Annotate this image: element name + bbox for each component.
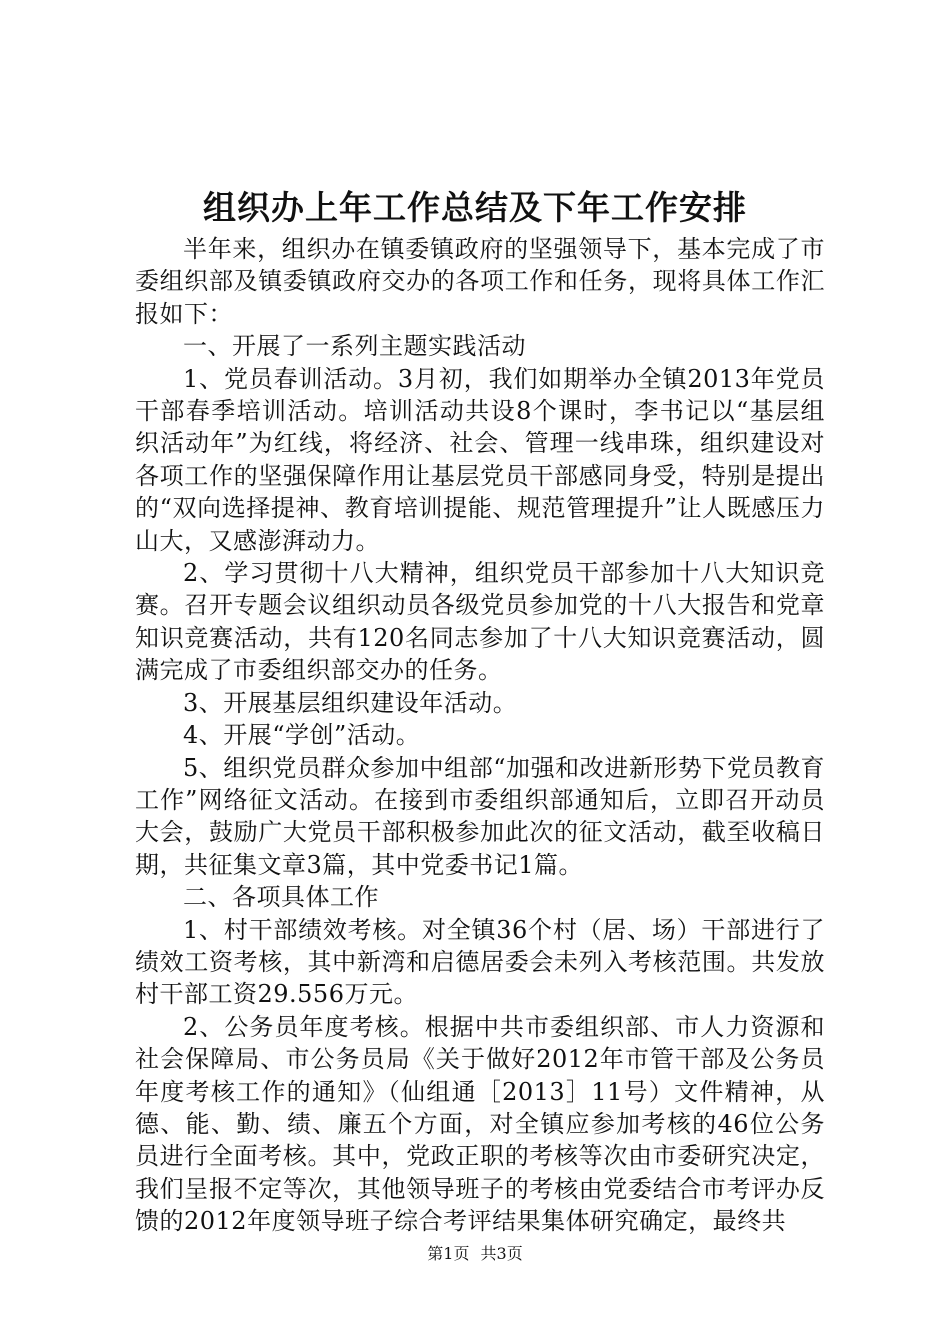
paragraph-item: 2、公务员年度考核。根据中共市委组织部、市人力资源和社会保障局、市公务员局《关于做好2012年市管干部及公务员年度考核工作的通知》（仙组通［2013］11号）文件精神，从德、能、勤、绩、廉五个方面，对全镇应参加考核的46位公务员进行全面考核。其中，党政正职的考核等次由市委研究决定，我们呈报不定等次，其他领导班子的考核由党委结合市考评办反馈的2012年度领导班子综合考评结果集体研究确定，最终共 — [135, 1012, 825, 1236]
page-number: 第1页 — [427, 1244, 470, 1263]
document-title: 组织办上年工作总结及下年工作安排 — [203, 188, 747, 227]
section-heading-2: 二、各项具体工作 — [183, 883, 379, 912]
page-footer — [0, 1244, 950, 1264]
paragraph-item: 5、组织党员群众参加中组部“加强和改进新形势下党员教育工作”网络征文活动。在接到市委组织部通知后，立即召开动员大会，鼓励广大党员干部积极参加此次的征文活动，截至收稿日期，共征集文章3篇，其中党委书记1篇。 — [135, 753, 825, 879]
paragraph-intro: 半年来，组织办在镇委镇政府的坚强领导下，基本完成了市委组织部及镇委镇政府交办的各项工作和任务，现将具体工作汇报如下： — [135, 235, 825, 328]
paragraph-item: 3、开展基层组织建设年活动。 — [183, 688, 518, 717]
page-count: 共3页 — [480, 1244, 523, 1263]
paragraph-item: 2、学习贯彻十八大精神，组织党员干部参加十八大知识竞赛。召开专题会议组织动员各级党员参加党的十八大报告和党章知识竞赛活动，共有120名同志参加了十八大知识竞赛活动，圆满完成了市委组织部交办的任务。 — [135, 559, 825, 685]
paragraph-item: 1、党员春训活动。3月初，我们如期举办全镇2013年党员干部春季培训活动。培训活动共设8个课时，李书记以“基层组织活动年”为红线，将经济、社会、管理一线串珠，组织建设对各项工作的坚强保障作用让基层党员干部感同身受，特别是提出的“双向选择提神、教育培训提能、规范管理提升”让人既感压力山大，又感澎湃动力。 — [135, 364, 825, 555]
section-heading-1: 一、开展了一系列主题实践活动 — [183, 332, 526, 361]
paragraph-item: 1、村干部绩效考核。对全镇36个村（居、场）干部进行了绩效工资考核，其中新湾和启德居委会未列入考核范围。共发放村干部工资29.556万元。 — [135, 915, 825, 1009]
document-body — [135, 233, 825, 1238]
paragraph-item: 4、开展“学创”活动。 — [183, 721, 421, 750]
